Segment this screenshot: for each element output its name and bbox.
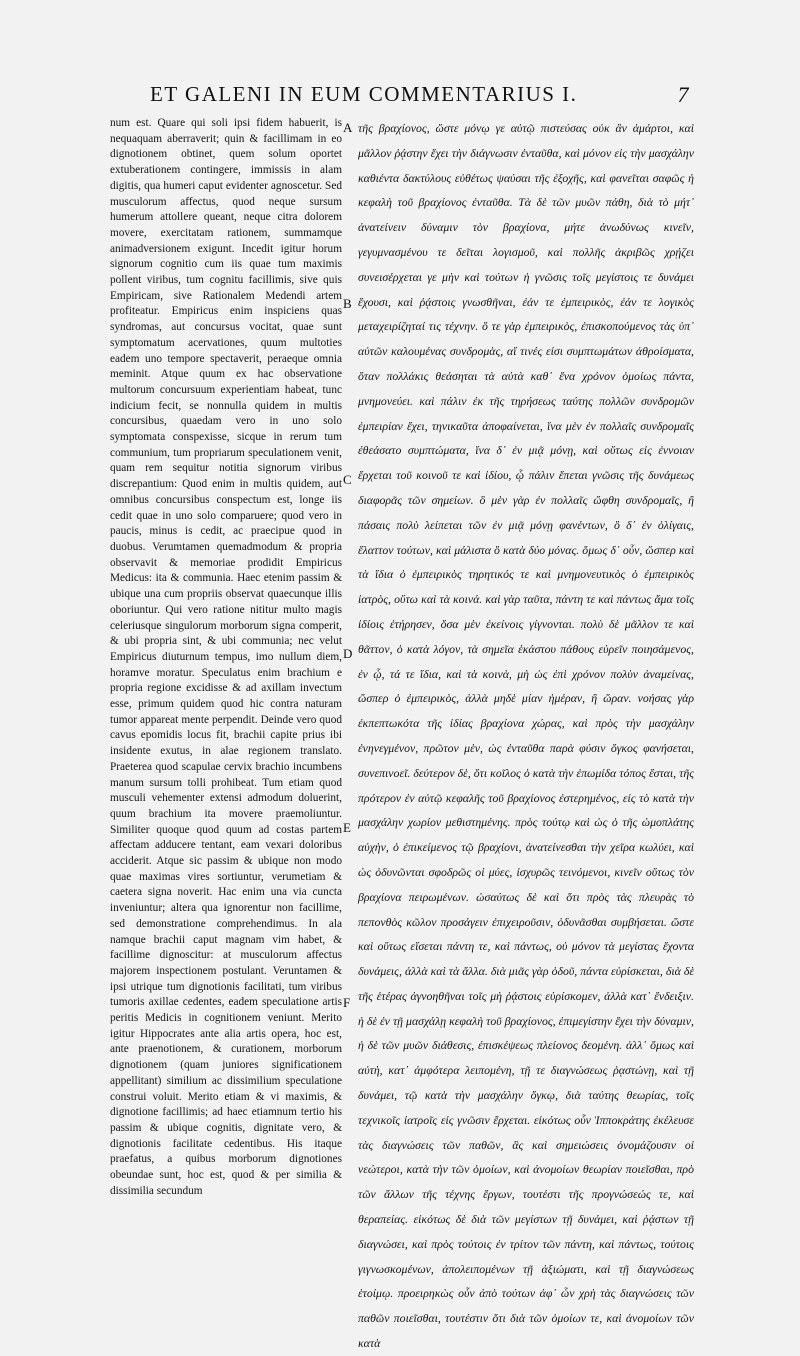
margin-letter-d: D: [343, 646, 353, 661]
greek-column: [358, 116, 694, 1351]
margin-letter-a: A: [343, 120, 353, 135]
page-number: 7: [677, 82, 690, 107]
header-title: ET GALENI IN EUM COMMENTARIUS I.: [150, 82, 578, 106]
latin-column: [110, 116, 342, 1246]
margin-letter-b: B: [343, 296, 352, 311]
latin-paragraph: num est. Quare qui soli ipsi fidem habuerit, is nequaquam aberraverit; quin & facillimam in eo dignotionem obtinet, quem solum oportet extuberationem contingere, immissis in alam digitis, qua humeri caput evidenter agnoscetur. Sed musculorum affectus, quod neque sursum humerum attollere queant, neque citra dolorem movere, exercitatam rationem, summamque animadversionem exigunt. Incedit igitur horum signorum cognitio cum iis quae tum maximis pollent viribus, tum cognitu facillimis, sive quis Empiricam, sive Rationalem Medendi artem profiteatur. Empiricus enim inspiciens quas syndromas, aut concursus vocitat, quae sunt symptomatum acervationes, quum multoties eadem uno tempore spectaverit, peraeque omnia meminit. Atque quum ex hac observatione multorum concursuum experientiam habeat, tunc indicium fecit, se nonnulla quidem in multis concursibus, quaedam vero in uno solo symptomata conspexisse, sicque in rerum tum communium, tum propriarum speculationem venit, quam rem sequitur notitia signorum viribus discrepantium: Quod enim in multis quidem, aut omnibus concursibus conspectum est, longe iis cedit quae in uno solo comparuere; quod vero in paucis, minus is cedit, ac praecipue quod in duobus. Verumtamen quemadmodum & propria observavit & memoriae prodidit Empiricus Medicus: ita & communia. Haec etenim passim & ubique una cum propriis observat quaecunque illis oboriuntur. Qui vero ratione nititur multo magis celeriusque singulorum morborum signa comperit, & ubi propria sint, & ubi communia; nec velut Empiricus diuturnum tempus, imo nullum diem, horamve moratur. Speculatus enim brachium e propria regione excidisse & ad axillam invectum esse, primum quidem quod hic contra naturam tumor appareat mente perpendit. Deinde vero quod cavus epomidis locus fit, brachii capite prius ibi insidente exutus, in alae regionem translato. Praeterea quod scapulae cervix brachio incumbens manum sursum tolli prohibeat. Tum etiam quod musculi vehementer extensi admodum doluerint, quum brachium ita movere praemoliuntur. Similiter quoque quod quum ad costas partem affectam adducere tentant, eam vexari doloribus acciderit. Atque sic passim & ubique non modo quae maximas vires sortiuntur, verumetiam & caetera signa noverit. Hac enim una via cuncta inveniuntur; altera qua ignorentur non facillime, sed demonstratione comprehendimus. In ala namque brachii caput magnam vim habet, & facillime dignoscitur: at musculorum affectus majorem inspectionem postulant. Veruntamen & ipsi utrique tum dignotionis facilitati, tum viribus tumoris axillae cedentes, eadem speculatione artis peritis Medicis in cognitionem veniunt. Merito igitur Hippocrates ante alia artis opera, hoc est, ante praenotionem, & curationem, morborum dignotionem (quam juniores significationem appellitant) similium ac dissimilium speculatione construi voluit. Merito etiam & vi maximis, & dignotione facillimis; ad haec etiamnum tertio his passim & ubique cognitis, dignitate vero, & dignotionis facilitate cedentibus. His itaque praefatus, a quibus morborum dignotiones obeundae sunt, hoc est, quod & per similia & dissimilia secundum: [110, 117, 342, 1197]
margin-letter-f: F: [343, 995, 351, 1010]
margin-letter-e: E: [343, 820, 351, 835]
running-header: [150, 82, 690, 108]
greek-paragraph: τῆς βραχίονος, ὥστε μόνῳ γε αὐτῷ πιστεύσας οὐκ ἂν ἁμάρτοι, καὶ μᾶλλον ῥᾴστην ἔχει τὴν διάγνωσιν ἐνταῦθα, καὶ μόνον εἰς τὴν μασχάλην καθιέντα δακτύλους εὐθέτως ψαύσαι τῆς ἐξοχῆς, καὶ φανεῖται σαφῶς ἡ κεφαλὴ τοῦ βραχίονος ἐνταῦθα. Τὰ δὲ τῶν μυῶν πάθη, διὰ τὸ μήτ᾽ ἀνατείνειν δύναμιν τὸν βραχίονα, μήτε ἀνωδύνως κινεῖν, γεγυμνασμένου τε δεῖται λογισμοῦ, καὶ πολλῆς ἀκριβῶς χρῄζει συνεισέρχεται γε μὴν καὶ τούτων ἡ γνῶσις τοῖς μεγίστοις τε δυνάμει ἔχουσι, καὶ ῥᾴστοις γνωσθῆναι, ἐάν τε ἐμπειρικὸς, ἐάν τε λογικὸς μεταχειρίζηταί τις τέχνην. ὅ τε γὰρ ἐμπειρικὸς, ἐπισκοπούμενος τὰς ὑπ᾽ αὐτῶν καλουμένας συνδρομὰς, αἵ τινές εἰσι συμπτωμάτων ἀθροίσματα, ὅταν πολλάκις θεάσηται τὰ αὐτὰ καθ᾽ ἕνα χρόνον ὁμοίως πάντα, μνημονεύει. καὶ πάλιν ἐκ τῆς τηρήσεως ταύτης πολλῶν συνδρομῶν ἐμπειρίαν ἔχει, τηνικαῦτα ἀποφαίνεται, ἵνα μὲν ἐν πολλαῖς συνδρομαῖς ἐθεάσατο συμπτώματα, ἵνα δ᾽ ἐν μιᾷ μόνῃ, καὶ οὕτως εἰς ἐννοιαν ἔρχεται τοῦ κοινοῦ τε καὶ ἰδίου, ᾧ πάλιν ἕπεται γνῶσις τῆς δυνάμεως διαφορᾶς τῶν σημείων. ὃ μὲν γὰρ ἐν πολλαῖς ὤφθη συνδρομαῖς, ἢ πάσαις πολὺ λείπεται τῶν ἐν μιᾷ μόνῃ φανέντων, ὃ δ᾽ ἐν ὀλίγαις, ἔλαττον τούτων, καὶ μάλιστα ὃ κατὰ δύο μόνας. ὅμως δ᾽ οὖν, ὥσπερ καὶ τὰ ἴδια ὁ ἐμπειρικὸς τηρητικός τε καὶ μνημονευτικὸς ὁ ἐμπειρικὸς ἰατρὸς, οὕτω καὶ τὰ κοινά. καὶ γὰρ ταῦτα, πάντη τε καὶ πάντως ἅμα τοῖς ἰδίοις ἐτήρησεν, ὅσα μὲν ἐκείνοις γίγνονται. πολὺ δὲ μᾶλλον τε καὶ θᾶττον, ὁ κατὰ λόγον, τὰ σημεῖα ἑκάστου πάθους εὑρεῖν ποιησάμενος, ἐν ᾧ, τά τε ἴδια, καὶ τὰ κοινὰ, μὴ ὡς ἐπὶ χρόνον πολὺν ἀναμείνας, ὥσπερ ὁ ἐμπειρικὸς, ἀλλὰ μηδὲ μίαν ἡμέραν, ἢ ὥραν. νοήσας γὰρ ἐκπεπτωκότα τῆς ἰδίας βραχίονα χώρας, καὶ πρὸς τὴν μασχάλην ἐνηνεγμένον, πρῶτον μὲν, ὡς ἐνταῦθα παρὰ φύσιν ὄγκος φανήσεται, συνεπινοεῖ. δεύτερον δὲ, ὅτι κοῖλος ὁ κατὰ τὴν ἐπωμίδα τόπος ἔσται, τῆς πρότερον ἐν αὐτῷ κεφαλῆς τοῦ βραχίονος ἐστερημένος, εἰς τὸ κατὰ τὴν μασχάλην χωρίον μεθιστημένης. πρὸς τούτῳ καὶ ὡς ὁ τῆς ὠμοπλάτης αὐχὴν, ὁ ἐπικείμενος τῷ βραχίονι, ἀνατείνεσθαι τὴν χεῖρα κωλύει, καὶ ὡς ὀδυνῶνται σφοδρῶς οἱ μύες, ἰσχυρῶς τεινόμενοι, κινεῖν οὕτως τὸν βραχίονα πειρωμένων. ὡσαύτως δὲ καὶ ὅτι πρὸς τὰς πλευρὰς τὸ πεπονθὸς κῶλον προσάγειν ἐπιχειροῦσιν, ὀδυνᾶσθαι συμβήσεται. ὥστε καὶ οὕτως εἴσεται πάντη τε, καὶ πάντως, οὐ μόνον τὰ μεγίστας ἔχοντα δυνάμεις, ἀλλὰ καὶ τὰ ἄλλα. διὰ μιᾶς γὰρ ὁδοῦ, πάντα εὑρίσκεται, διὰ δὲ τῆς ἑτέρας ἀγνοηθῆναι τοῖς μὴ ῥᾴστοις εὑρίσκομεν, ἀλλὰ κατ᾽ ἔνδειξιν. ἡ δὲ ἐν τῇ μασχάλῃ κεφαλὴ τοῦ βραχίονος, ἐπιμεγίστην ἔχει τὴν δύναμιν, ἡ δὲ τῶν μυῶν διάθεσις, ἐπισκέψεως πλείονος δεομένη. ἀλλ᾽ ὅμως καὶ αὐτὴ, κατ᾽ ἀμφότερα λειπομένη, τῇ τε διαγνώσεως ῥᾳστώνῃ, καὶ τῇ δυνάμει, τῷ κατὰ τὴν μασχάλην ὄγκῳ, διὰ ταύτης θεωρίας, τοῖς τεχνικοῖς ἰατροῖς εἰς γνῶσιν ἔρχεται. εἰκότως οὖν Ἱπποκράτης ἐκέλευσε τὰς διαγνώσεις τῶν παθῶν, ἃς καὶ σημειώσεις ὀνομάζουσιν οἱ νεώτεροι, κατὰ τὴν τῶν ὁμοίων, καὶ ἀνομοίων θεωρίαν ποιεῖσθαι, πρὸ τῶν ἄλλων τῆς τέχνης ἔργων, τουτέστι τῆς προγνώσεώς τε, καὶ θεραπείας. εἰκότως δὲ διὰ τῶν μεγίστων τῇ δυνάμει, καὶ ῥᾴστων τῇ διαγνώσει, καὶ πρὸς τούτοις ἐν τρίτον τῶν πάντη, καὶ πάντως, τούτοις γιγνωσκομένων, ἀπολειπομένων τῇ ἀξιώματι, καὶ τῇ διαγνώσεως ἑτοίμῳ. προειρηκὼς οὖν ἀπὸ τούτων ἀφ᾽ ὧν χρὴ τὰς διαγνώσεις τῶν παθῶν ποιεῖσθαι, τουτέστιν ὅτι διὰ τῶν ὁμοίων τε, καὶ ἀνομοίων τῶν κατὰ: [358, 121, 694, 1351]
margin-letter-c: C: [343, 472, 352, 487]
